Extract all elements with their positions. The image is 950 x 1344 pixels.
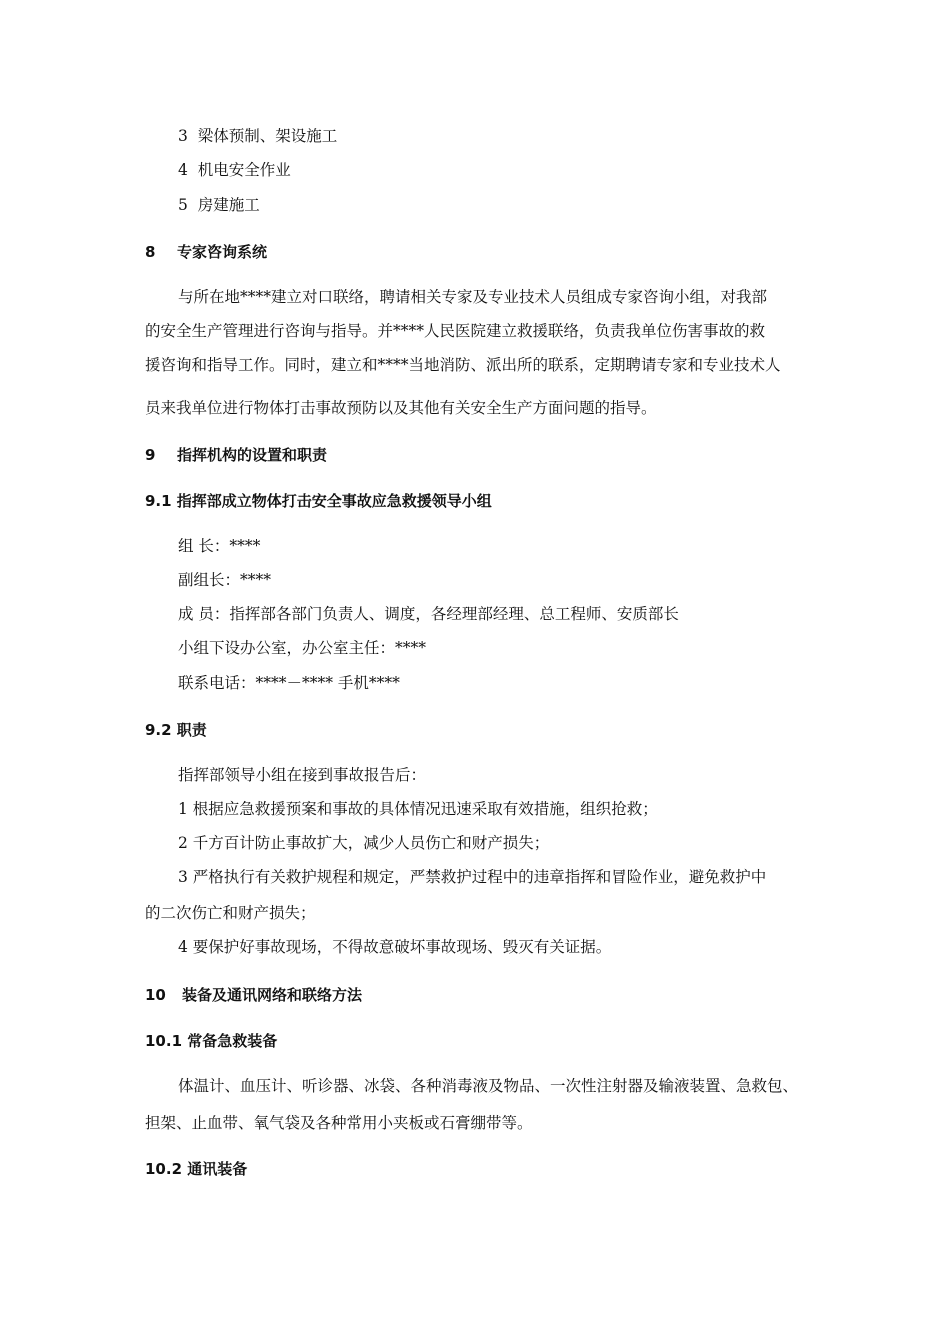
subsection-9-1-heading: 9.1 指挥部成立物体打击安全事故应急救援领导小组: [145, 492, 492, 510]
section-number: 10: [145, 986, 166, 1004]
list-item-number: 4: [178, 161, 188, 179]
members-line: 成 员：指挥部各部门负责人、调度，各经理部经理、总工程师、安质部长: [178, 605, 679, 623]
list-item-text: 房建施工: [197, 196, 260, 214]
section-number: 9: [145, 446, 156, 464]
section-title: 装备及通讯网络和联络方法: [182, 986, 363, 1004]
section-number: 8: [145, 243, 156, 261]
subsection-9-2-heading: 9.2 职责: [145, 721, 207, 739]
subsection-10-2-heading: 10.2 通讯装备: [145, 1160, 248, 1178]
duty-item: 4 要保护好事故现场，不得故意破坏事故现场、毁灭有关证据。: [178, 938, 612, 956]
paragraph-line: 的安全生产管理进行咨询与指导。并****人民医院建立救援联络，负责我单位伤害事故的救: [145, 322, 766, 340]
list-item: [178, 126, 337, 146]
contact-line: 联系电话：****－**** 手机****: [178, 674, 400, 692]
deputy-leader-line: 副组长：****: [178, 571, 272, 589]
duty-item: 3 严格执行有关救护规程和规定，严禁救护过程中的违章指挥和冒险作业，避免救护中: [178, 868, 767, 886]
section-10-heading: [145, 985, 362, 1005]
team-leader-line: 组 长：****: [178, 537, 261, 555]
section-9-heading: [145, 445, 327, 465]
duty-item: 2 千方百计防止事故扩大，减少人员伤亡和财产损失；: [178, 834, 550, 852]
paragraph-line: 援咨询和指导工作。同时，建立和****当地消防、派出所的联系，定期聘请专家和专业技术人: [145, 356, 781, 374]
paragraph-line: 员来我单位进行物体打击事故预防以及其他有关安全生产方面问题的指导。: [145, 399, 657, 417]
list-item: [178, 195, 260, 215]
list-item-text: 梁体预制、架设施工: [197, 127, 338, 145]
office-line: 小组下设办公室，办公室主任：****: [178, 639, 427, 657]
paragraph-line: 体温计、血压计、听诊器、冰袋、各种消毒液及物品、一次性注射器及输液装置、急救包、: [178, 1077, 799, 1095]
paragraph-line: 担架、止血带、氧气袋及各种常用小夹板或石膏绷带等。: [145, 1114, 533, 1132]
section-title: 指挥机构的设置和职责: [177, 446, 328, 464]
duty-item: 1 根据应急救援预案和事故的具体情况迅速采取有效措施，组织抢救；: [178, 800, 658, 818]
list-item-number: 5: [178, 196, 188, 214]
list-item-number: 3: [178, 127, 188, 145]
list-item-text: 机电安全作业: [197, 161, 291, 179]
subsection-10-1-heading: 10.1 常备急救装备: [145, 1032, 278, 1050]
paragraph-line: 与所在地****建立对口联络，聘请相关专家及专业技术人员组成专家咨询小组，对我部: [178, 288, 768, 306]
section-8-heading: [145, 242, 267, 262]
list-item: [178, 160, 291, 180]
duty-item-continuation: 的二次伤亡和财产损失；: [145, 904, 316, 922]
duties-intro: 指挥部领导小组在接到事故报告后：: [178, 766, 427, 784]
section-title: 专家咨询系统: [177, 243, 268, 261]
